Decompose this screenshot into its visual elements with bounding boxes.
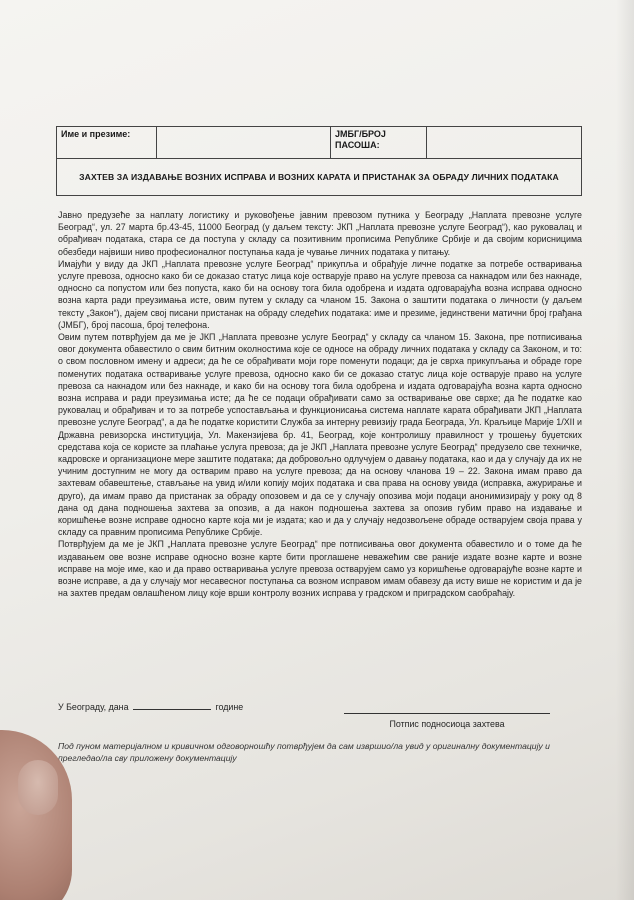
place-suffix: године: [215, 702, 244, 712]
jmbg-label: ЈМБГ/БРОЈ ПАСОША:: [331, 127, 427, 158]
document-body: [58, 209, 582, 600]
header-row-identity: [57, 127, 581, 159]
place-date: [58, 700, 243, 712]
name-field[interactable]: [157, 127, 331, 158]
paragraph-confirmation: Потврђујем да ме је ЈКП „Наплата превозне услуге Београд“ пре потписивања овог документа обавестило и о томе да ће издавањем ове возне исправе односно возне карте бити проглашене неважећим све раније издате возне карте и возне исправе на моје име, као и да право остваривања услуге превоза остварујем само уз коришћење одговарајуће возне карте и возне исправе, а да у случају мог несавесног поступања са возном исправом имам обавезу да исту више не користим и да је на захтев предам овлашћеном лицу које врши контролу возних исправа у градском и приградском саобраћају.: [58, 539, 582, 599]
jmbg-field[interactable]: [427, 127, 581, 158]
paragraph-consent: Имајући у виду да ЈКП „Наплата превозне услуге Београд“ прикупља и обрађује личне податке за потребе остваривања услуге превоза, односно како би се доказао статус лица које остварује право на услуге превоза са накнадом или без накнаде, односно са попустом или без попуста, како би на основу тога била одобрена и издата одговарајућа возна исправа односно возна карта ради преузимања исте, овим путем у складу са чланом 15. Закона о заштити података о личности (у даљем тексту „Закон“), дајем свој писани пристанак на обраду следећих података: име и презиме, јединствени матични број грађана (ЈМБГ), број пасоша, број телефона.: [58, 258, 582, 330]
paragraph-intro: Јавно предузеће за наплату логистику и руковођење јавним превозом путника у Београду „Наплата превозне услуге Београд“, ул. 27 марта бр.43-45, 11000 Београд (у даљем тексту: ЈКП „Наплата превозне услуге Београд“), као руковалац и обрађивач података, стара се да поступа у складу са позитивним прописима Републике Србије и да својим корисницима обезбеди највиши ниво професионалног поступања када је чување личних података у питању.: [58, 210, 582, 257]
signature-caption: Потпис подносиоца захтева: [389, 719, 505, 729]
name-label: Име и презиме:: [57, 127, 157, 158]
signature-line[interactable]: [344, 713, 550, 714]
paper-shadow: [616, 0, 634, 900]
place-prefix: У Београду, дана: [58, 702, 129, 712]
thumb-nail: [18, 760, 58, 815]
footnote: Под пуном материјалном и кривичном одговорношћу потврђујем да сам извршио/ла увид у оригиналну документацију и прегледао/ла сву приложену документацију: [58, 741, 550, 763]
date-field[interactable]: [133, 700, 211, 710]
paragraph-notice: Овим путем потврђујем да ме је ЈКП „Наплата превозне услуге Београд“ у складу са чланом 15. Закона, пре потписивања овог документа обавестило о свим битним околностима које се односе на обраду личних података у складу са Законом, и то: о свом пословном имену и адреси; да ће се обрађивати моји горе поменути подаци; да је сврха прикупљања и обраде горе поменутих података остваривање услуге превоза, односно како би се доказао статус лица које остварује право на услуге превоза са накнадом или без накнаде, и како би на основу тога била одобрена и издата одговарајућа возна карта односно возна исправа и ради преузимања исте; да ће се подаци обрађивати само за остваривање ове сврхе; да ће податке као руковалац и обрађивач и то за потребе успостављања и функционисања система наплате карата обрађивати ЈКП „Наплата превозне услуге Београд“, а да ће податке користити Служба за интерну ревизију града Београда, Ул. Краљице Марије 1/XII и Државна ревизорска институција, Ул. Макензијева бр. 41, Београд, које контролишу правилност у трошењу буџетских средстава која се користе за плаћање услуга превоза; да је ЈКП „Наплата превозне услуге Београд“ предузело све техничке, кадровске и организационе мере заштите података; да добровољно одлучујем о давању података, као и да у случају да их не учиним доступним не могу да остварим право на услуге превоза; да на основу чланова 19 – 22. Закона имам право да захтевам обавештење, стављање на увид и/или копију мојих података и сва права на основу увида (исправка, ажурирање и друго), да имам право да пристанак за обраду опозовем и да се у случају опозива моји подаци анонимизирају у року од 8 дана од дана подношења захтева за опозив, а да након подношења захтева за опозив губим право на издавање и коришћење возне исправе односно карте која ми је издата; као и да у случају недозвољене обраде остварујем своја права у складу са правним прописима Републике Србије.: [58, 332, 582, 538]
header-table: [56, 126, 582, 196]
document-title: ЗАХТЕВ ЗА ИЗДАВАЊЕ ВОЗНИХ ИСПРАВА И ВОЗНИХ КАРАТА И ПРИСТАНАК ЗА ОБРАДУ ЛИЧНИХ ПОДАТАКА: [79, 172, 559, 182]
